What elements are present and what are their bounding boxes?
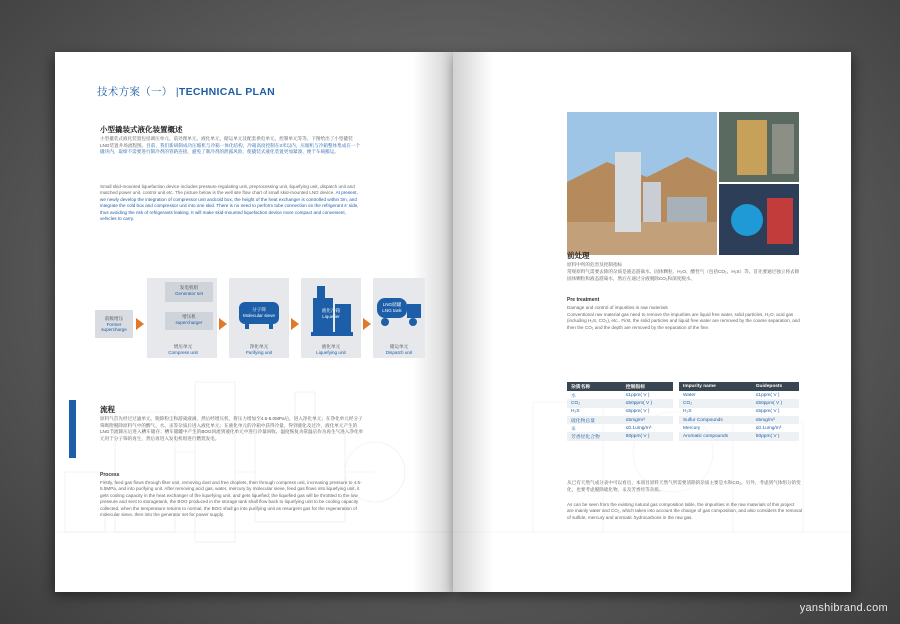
table-row (679, 416, 799, 424)
sieve-label (237, 307, 281, 318)
table-cell: Sulfur Compounds (679, 416, 752, 424)
note-cn: 从已有天然气成分表中可以看出，本项目原料天然气所需要清除的杂质主要是水和CO₂。另外，考虑到气体组分的变化，也要考虑脱除硫化物、汞及芳香烃等杂质。 (567, 480, 801, 492)
table-cn-header: 控制指标 (622, 382, 673, 391)
arrow-2 (219, 318, 227, 330)
table-row (679, 391, 799, 399)
table-cell: ≤50ppm( V ) (752, 399, 799, 407)
supercharger-label (165, 314, 213, 325)
table-row (567, 408, 673, 416)
accent-bar (69, 400, 76, 458)
heading-cn: 技术方案（一） (97, 86, 173, 98)
purify-unit-cn: 净化单元 (249, 344, 269, 349)
tank-label (377, 302, 407, 313)
table-row (567, 424, 673, 432)
page-heading (97, 84, 275, 99)
process-title: 流程 (100, 405, 115, 414)
table-cell: 50ppm( V ) (622, 432, 673, 440)
table-cell: Mercury (683, 425, 701, 431)
coldbox-label (307, 308, 355, 319)
purify-unit-en: Purifying unit (245, 349, 273, 355)
impurity-table-cn (567, 382, 673, 441)
table-en-header: Impurity name (679, 382, 752, 391)
compress-unit-cn: 增压单元 (173, 344, 193, 349)
pre-sub-cn: 原料中所的危害及控制指标 (567, 262, 623, 267)
table-cell: Water (683, 392, 696, 398)
supercharge-label (95, 316, 133, 333)
pre-en-sub: Damage and control of impurities in raw materials (567, 305, 668, 310)
generator-cn: 发电机组 (179, 285, 199, 290)
sieve-en: Molecular sieve (243, 312, 275, 318)
arrow-3 (291, 318, 299, 330)
table-row (679, 399, 799, 407)
table-row (567, 432, 673, 440)
supercharge-en: Former supercharge (101, 321, 127, 333)
compress-unit-label (153, 344, 213, 355)
sieve-cn: 分子筛 (252, 307, 266, 312)
purify-unit-label (229, 344, 289, 355)
pre-title: 前处理 (567, 251, 590, 260)
right-gutter-shadow (453, 52, 493, 592)
table-cn-header: 杂质名称 (567, 382, 622, 391)
table-row (567, 416, 673, 424)
dispatch-unit-cn: 储运单元 (389, 344, 409, 349)
table-cell: CO₂ (567, 399, 622, 407)
table-cell: 汞 (571, 426, 576, 432)
table-row (567, 399, 673, 407)
overview-en (100, 184, 362, 222)
tank-en: LNG tank (382, 307, 402, 313)
table-cell: ≤0.1umg/m³ (625, 425, 652, 431)
overview-cn (100, 136, 362, 156)
dispatch-unit-en: Dispatch unit (385, 349, 413, 355)
impurity-table-en (679, 382, 799, 441)
brochure-spread (55, 52, 851, 592)
process-en: Firstly, feed gas flows through filter unit, removing dust and free droplets, then through compress unit, increasing pressure to 4.5-5.5MPa, and into purifying unit. After removing acid gas, water, mercury by molecular sieve, feed gas flows into liquefying unit, it gets cooling capacity in the heat exchanger of the liquefying unit, and gets liquefied; the liquefied gas will be throttled to the low pressure and sent to storagetank, the BOG produced in the storage tank shall flow back to liquefying unit to be cooling capacity collected, when the temperature returns to normal, the BOG shall go into purifying unit as resurgent gas for the regeneration of molecular sieve, then into the generator set for power supply. (100, 480, 362, 518)
arrow-4 (363, 318, 371, 330)
overview-cn-highlight: 目前，我们新研制成功压缩机与冷箱一体化结构，冷箱高度控制在3米以内，压缩机与冷箱整体集成在一个撬块内，取缔不需要进行制冷剂的管路连接，避免了制冷剂的泄露风险，使撬装式液化装置更加紧凑、便于车载搬运。 (100, 142, 361, 155)
table-cell: 水 (571, 393, 576, 399)
note-en: As can be seen from the existing natural gas composition table, the impurities in the raw materials of this project are mainly water and CO₂, which takes into account the change of gas composition, and also considers the removal of sulfide, mercury and aromatic hydrocarbons in the raw gas. (567, 502, 802, 520)
right-page (453, 52, 851, 592)
table-cell: ≤1ppm( V ) (625, 392, 650, 398)
arrow-1 (136, 318, 144, 330)
table-en-header: Guideposts (752, 382, 799, 391)
overview-cn-text: 小型撬装式液化装置包括调压单元、前处理单元、液化单元、储运单元及配套供电单元、控制单元等等。下图给出了小型撬装LNG装置井场流程图。 (100, 136, 353, 148)
website-watermark: yanshibrand.com (799, 602, 888, 614)
table-row (679, 432, 799, 440)
table-row (679, 408, 799, 416)
left-page (55, 52, 453, 592)
supercharger-cn: 增压机 (182, 314, 196, 319)
table-cell: ≤5ppm( V ) (625, 409, 650, 415)
table-row (567, 391, 673, 399)
process-en-title: Process (100, 472, 120, 478)
liquefy-unit-cn: 液化单元 (321, 344, 341, 349)
generator-label (165, 285, 213, 296)
compress-unit-en: Compress unit (168, 349, 198, 355)
coldbox-en: Liquefier (322, 313, 340, 319)
table-cell: H₂S (683, 409, 692, 415)
table-cell: ≤5mg/m³ (752, 416, 799, 424)
supercharge-cn: 前级增压 (104, 316, 124, 321)
table-cell: ≤5ppm( V ) (755, 409, 780, 415)
liquefy-unit-en: Liquefying unit (316, 349, 346, 355)
pre-en-title: Pre treatment (567, 297, 600, 303)
overview-en-highlight: At present, we newly develop the integration of compressor unit andcold box, the height of the heat exchanger is controlled within 3m, and integrate the cold box and compressor unit into one skid. There is no need to perform tube connection on the refrigerant s' side, thus avoiding the risk of refrigerants leaking. It will make skid-mounted liquefaction device more compact and convenient, vehicles to carry. (100, 190, 359, 222)
tank-cn: LNG储罐 (382, 302, 402, 307)
liquefy-unit-label (301, 344, 361, 355)
overview-title: 小型撬装式液化装置概述 (100, 125, 183, 134)
flow-diagram (95, 274, 425, 366)
dispatch-unit-label (371, 344, 427, 355)
table-cell: ≤1ppm( V ) (755, 392, 780, 398)
table-cell: 硫化物总量 (567, 416, 622, 424)
table-cell: 芳香烃化合物 (567, 432, 622, 440)
table-cell: CO₂ (679, 399, 752, 407)
coldbox-cn: 液化冷箱 (321, 308, 341, 313)
pre-cn: 常规原料气需要去除的杂质是液态游离水、固体颗粒、H₂O、酸性气（包括CO₂、H₂S）等。首先要通过独立将去除固体颗粒和液态游离水，然后在通过分液脱除CO₂和深度脱水。 (567, 269, 800, 281)
plant-photo-collage (567, 112, 799, 255)
table-cell: ≤5mg/m³ (622, 416, 673, 424)
table-cell: ≤0.1umg/m³ (755, 425, 782, 431)
table-cell: H₂S (571, 409, 580, 415)
heading-en: TECHNICAL PLAN (178, 86, 276, 98)
heading-separator: | (175, 86, 179, 98)
pre-en: Conventional raw material gas need to remove the impurities are liquid free water, solid particles, H₂O, acid gas (including H₂S, CO₂), etc.. First, the solid particles and liquid free water are removed by the coarse separation, and then the CO₂ and the depth are removed by the separation of the fine. (567, 312, 800, 330)
overview-en-text: Small skid-mounted liquefaction device includes pressure regulating unit, preprocessing unit, liquefying unit, dispatch unit and matched power unit, control unit etc. The picture below is the well site flow chart of small skid-mounted LNG device. (100, 184, 355, 196)
table-cell: ≤50ppm( V ) (622, 399, 673, 407)
table-row (679, 424, 799, 432)
table-cell: 50ppm( V ) (752, 432, 799, 440)
generator-en: Generator set (174, 290, 204, 296)
table-cell: Aromatic compounds (679, 432, 752, 440)
supercharger-en: supercharger (175, 319, 203, 325)
process-cn: 原料气首先经过过滤单元，脱除粉尘和游离液滴，然后经增压机，将压力增加至4.5-5.0MPa后，进入净化单元；在净化单元经分子筛吸附脱除原料气中的酸气、水、汞等杂质后进入液化单元；在液化单元的冷箱中获得冷量，得到液化及过冷，液化单元产生的LNG节流降压后进入槽车储存；槽车储罐中产生的BOG回流到液化单元中进行冷量回收，温度恢复为常温后作为再生气进入净化单元用于分子筛的再生，然后再进入发电机组进行燃烧发电。 (100, 416, 364, 441)
